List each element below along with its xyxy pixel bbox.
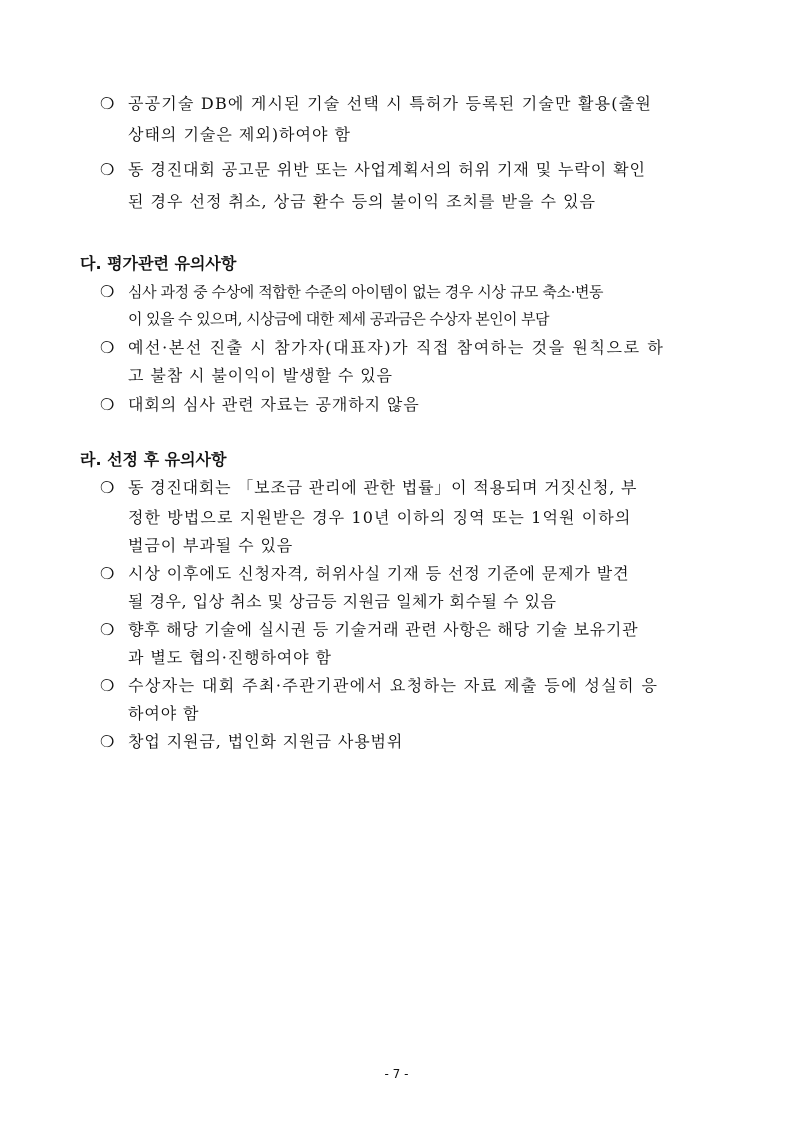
bullet-icon: ❍ <box>100 282 115 301</box>
bullet-icon: ❍ <box>100 160 115 179</box>
list-item-text-continued: 정한 방법으로 지원받은 경우 10년 이하의 징역 또는 1억원 이하의 <box>128 508 632 527</box>
bullet-icon: ❍ <box>100 564 115 583</box>
section-heading-evaluation: 다. 평가관련 유의사항 <box>80 254 237 273</box>
list-item-text: 동 경진대회는 「보조금 관리에 관한 법률」이 적용되며 거짓신청, 부 <box>128 478 638 497</box>
list-item-text: 시상 이후에도 신청자격, 허위사실 기재 등 선정 기준에 문제가 발견 <box>128 564 630 583</box>
bullet-icon: ❍ <box>100 395 115 414</box>
bullet-icon: ❍ <box>100 478 115 497</box>
list-item-text: 동 경진대회 공고문 위반 또는 사업계획서의 허위 기재 및 누락이 확인 <box>128 160 646 179</box>
bullet-icon: ❍ <box>100 620 115 639</box>
page-number: - 7 - <box>384 1067 409 1081</box>
list-item-text-continued: 하여야 함 <box>128 704 200 723</box>
list-item-text-continued: 될 경우, 입상 취소 및 상금등 지원금 일체가 회수될 수 있음 <box>128 592 557 611</box>
list-item-text: 심사 과정 중 수상에 적합한 수준의 아이템이 없는 경우 시상 규모 축소·변동 <box>128 283 604 301</box>
bullet-icon: ❍ <box>100 338 115 357</box>
section-heading-after-selection: 라. 선정 후 유의사항 <box>80 450 227 469</box>
list-item-text: 공공기술 DB에 게시된 기술 선택 시 특허가 등록된 기술만 활용(출원 <box>128 94 653 113</box>
bullet-icon: ❍ <box>100 732 115 751</box>
list-item-text-continued: 상태의 기술은 제외)하여야 함 <box>128 125 351 144</box>
list-item-text-continued: 된 경우 선정 취소, 상금 환수 등의 불이익 조치를 받을 수 있음 <box>128 192 596 211</box>
list-item-text-continued: 벌금이 부과될 수 있음 <box>128 536 294 555</box>
list-item-text: 대회의 심사 관련 자료는 공개하지 않음 <box>128 395 420 414</box>
list-item-text-continued: 과 별도 협의·진행하여야 함 <box>128 648 332 667</box>
bullet-icon: ❍ <box>100 94 115 113</box>
list-item-text-continued: 고 불참 시 불이익이 발생할 수 있음 <box>128 366 393 385</box>
list-item-text: 수상자는 대회 주최·주관기관에서 요청하는 자료 제출 등에 성실히 응 <box>128 676 659 695</box>
list-item-text: 예선·본선 진출 시 참가자(대표자)가 직접 참여하는 것을 원칙으로 하 <box>128 338 665 357</box>
list-item-text: 창업 지원금, 법인화 지원금 사용범위 <box>128 732 404 751</box>
bullet-icon: ❍ <box>100 676 115 695</box>
list-item-text-continued: 이 있을 수 있으며, 시상금에 대한 제세 공과금은 수상자 본인이 부담 <box>128 310 549 328</box>
list-item-text: 향후 해당 기술에 실시권 등 기술거래 관련 사항은 해당 기술 보유기관 <box>128 620 639 639</box>
